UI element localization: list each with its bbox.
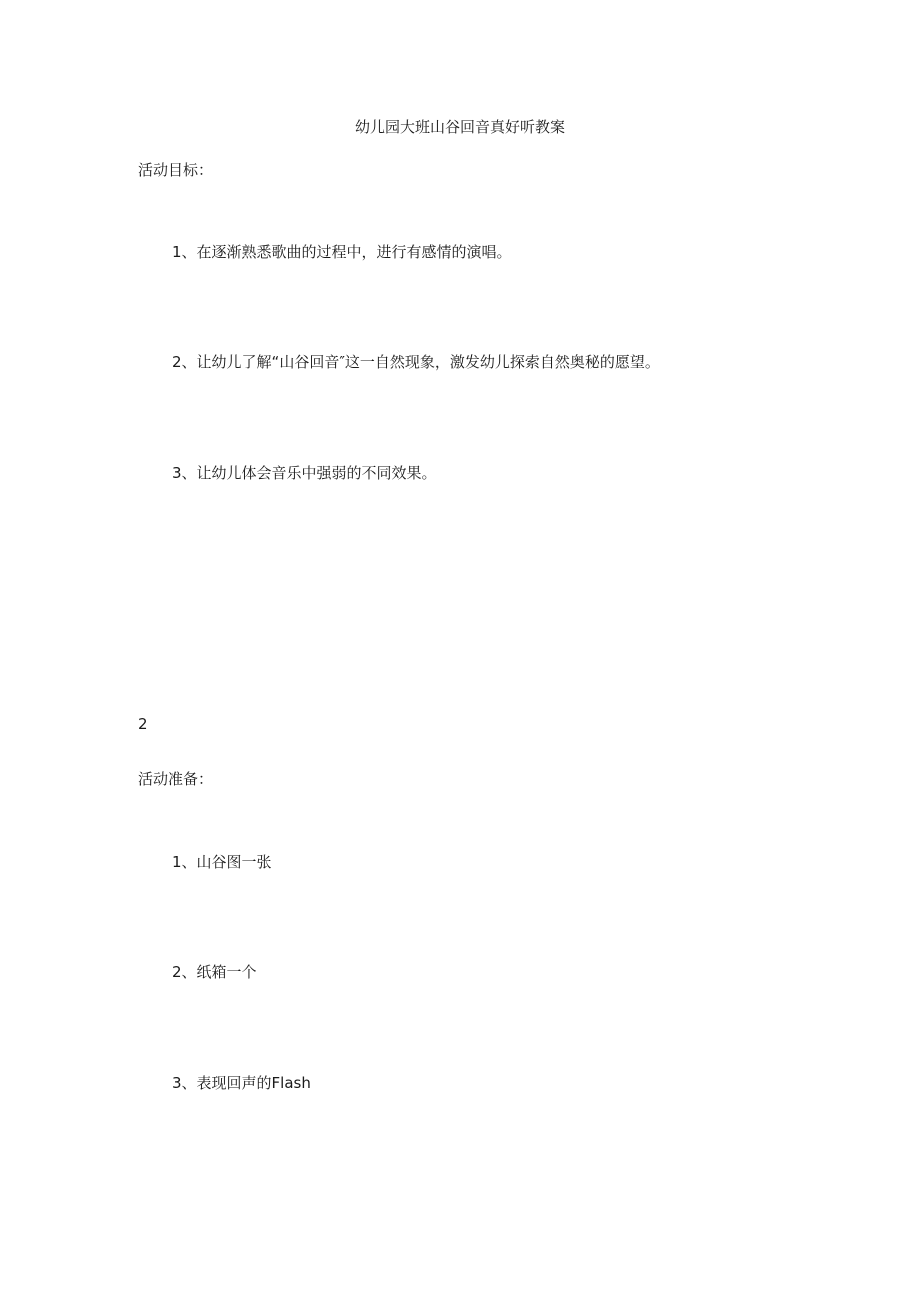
page-number: 2 bbox=[138, 715, 148, 733]
prep-item-2: 2、纸箱一个 bbox=[172, 963, 257, 981]
prep-item-3: 3、表现回声的Flash bbox=[172, 1074, 311, 1092]
goal-item-2: 2、让幼儿了解“山谷回音″这一自然现象，激发幼儿探索自然奥秘的愿望。 bbox=[172, 353, 660, 371]
goal-item-1: 1、在逐渐熟悉歌曲的过程中，进行有感情的演唱。 bbox=[172, 243, 512, 261]
section-heading-goals: 活动目标： bbox=[138, 161, 214, 179]
document-title: 幼儿园大班山谷回音真好听教案 bbox=[354, 118, 565, 136]
prep-item-1: 1、山谷图一张 bbox=[172, 853, 272, 871]
goal-item-3: 3、让幼儿体会音乐中强弱的不同效果。 bbox=[172, 464, 437, 482]
section-heading-preparation: 活动准备： bbox=[138, 770, 214, 788]
